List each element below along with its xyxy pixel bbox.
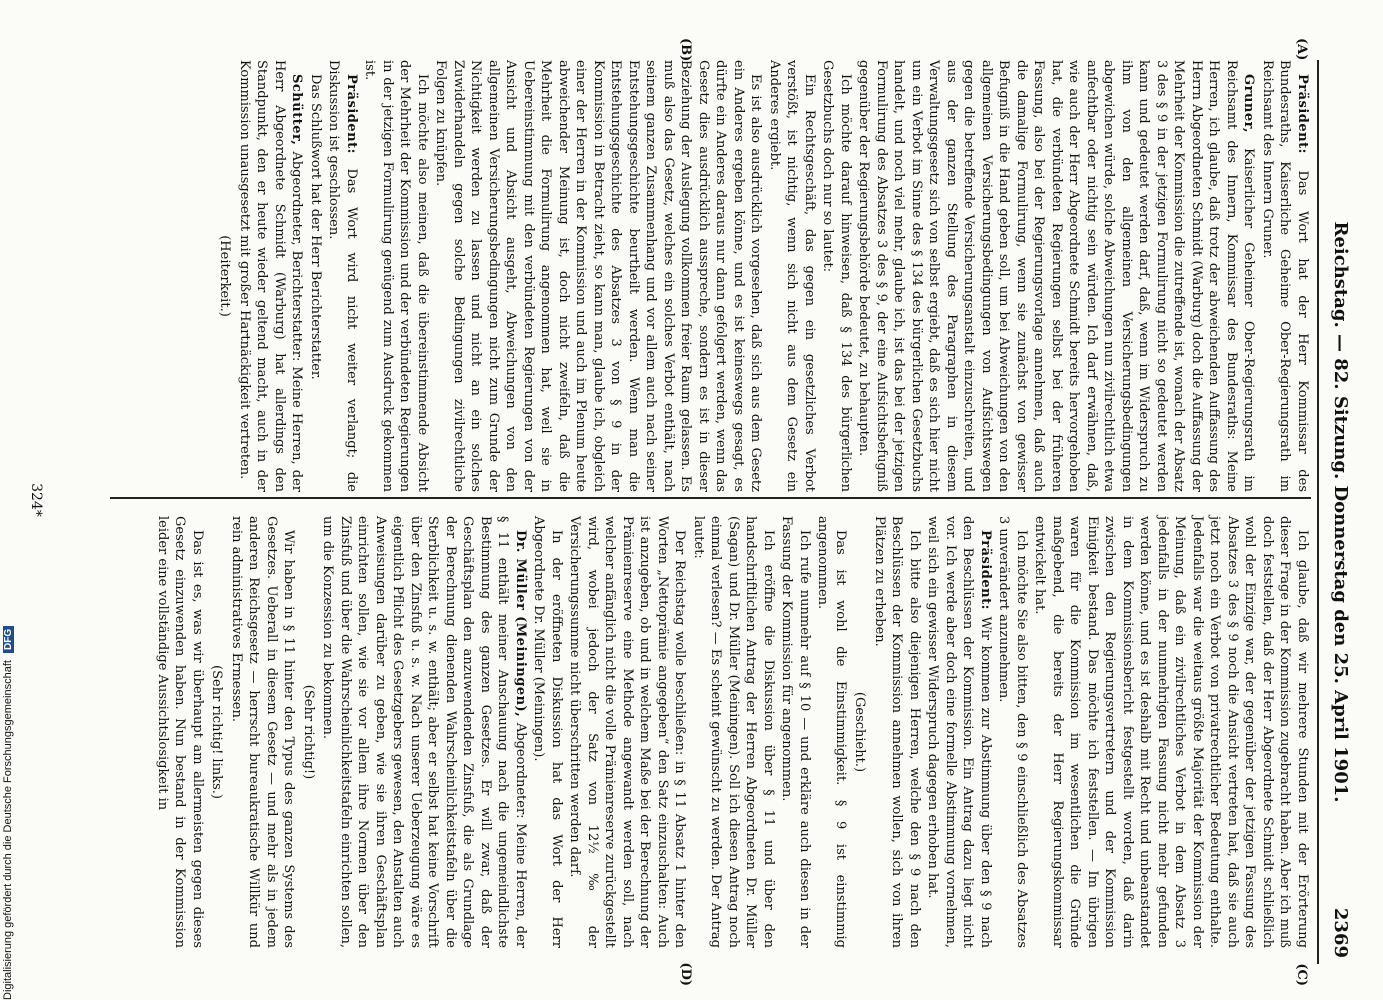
paragraph bbox=[566, 516, 689, 948]
paragraph bbox=[300, 516, 318, 948]
right-column bbox=[153, 516, 1312, 948]
paragraph bbox=[814, 516, 849, 948]
paragraph-text: Ich glaube, daß wir mehrere Stunden mit der Erörterung dieser Frage in der Kommission zugebracht haben. Aber ich muß doch feststellen, daß der Herr Abgeordnete Schmidt schließlich wohl der Einzige war, der gegenüber der jetzigen Fassung des Absatzes 3 des § 9 noch die Ansicht vertreten hat, daß sie auch jetzt noch ein Verbot von privatrechtlicher Bedeutung enthalte. Jedenfalls war die weitaus größte Majorität der Kommission der Meinung, daß ein zivilrechtliches Verbot in dem Absatz 3 jedenfalls in der nunmehrigen Fassung nicht mehr gefunden werden könne, und es ist deshalb mit Recht und unbeanstandet in dem Kommissionsbericht festgestellt worden, daß darin zwischen den Regierungsvertretern und der Kommission Einigkeit bestand. Das möchte ich feststellen. — Im übrigen waren für die Kommission im wesentlichen die Gründe maßgebend, die bereits der Herr Regierungskommissar entwickelt hat. bbox=[1032, 516, 1310, 948]
paragraph-text: (Geschieht.) bbox=[852, 691, 868, 773]
paragraph bbox=[307, 60, 325, 492]
column-divider bbox=[110, 497, 1311, 499]
paragraph-text: (Sehr richtig! links.) bbox=[209, 665, 225, 799]
paragraph bbox=[432, 60, 765, 492]
margin-marker-d: (D) bbox=[678, 962, 693, 986]
paragraph bbox=[216, 60, 234, 492]
paragraph bbox=[208, 516, 226, 948]
paragraph bbox=[361, 60, 431, 492]
paragraph-text: Ein Rechtsgeschäft, das gegen ein gesetzliches Verbot verstößt, ist nichtig, wenn sich nicht aus dem Gesetz ein Anderes ergiebt. bbox=[767, 60, 817, 492]
page-header bbox=[1323, 60, 1355, 964]
paragraph bbox=[228, 516, 298, 948]
paragraph bbox=[1259, 60, 1312, 492]
digitization-credit bbox=[2, 0, 16, 1000]
paragraph bbox=[855, 60, 1258, 492]
paragraph-text: Das ist wohl die Einstimmigkeit. § 9 ist einstimmig angenommen. bbox=[815, 516, 848, 948]
speaker-name: Präsident: bbox=[344, 74, 359, 169]
speaker-name: Präsident: bbox=[978, 530, 993, 617]
margin-marker-c: (C) bbox=[1294, 963, 1309, 986]
paragraph-text: Kaiserlicher Geheimer Ober-Regierungsrath im Reichsamt des Innern, Kommissar des Bundesraths: Meine Herren, ich glaube, daß trotz der abweichenden Auffassung des Herrn Abgeordneten Schmidt (Warburg) doch die Auffassung der Mehrheit der Kommission die zutreffende ist, wonach der Absatz 3 des § 9 in der jetzigen Formulirung nicht so gedeutet werden kann und gedeutet werden darf, daß, wenn im Widerspruch zu ihm von den allgemeinen Versicherungsbedingungen abgewichen würde, solche Abweichungen nun zivilrechtlich etwa anfechtbar oder nichtig sein würden. Ich darf erwähnen, daß, wie auch der Herr Abgeordnete Schmidt bereits hervorgehoben hat, die verbündeten Regierungen selbst bei der früheren Fassung, also bei der Regierungsvorlage annehmen, daß auch die damalige Formulirung, wenn sie zunächst von gewisser Befugniß in die Hand geben soll, um bei Abweichungen von den allgemeinen Versicherungsbedingungen von Aufsichtswegen gegen die betreffende Versicherungsanstalt einzuschreiten, und aus der ganzen Stellung des Paragraphen in diesem Verwaltungsgesetz sich von selbst ergiebt, daß es sich hier nicht um ein Verbot im Sinne des § 134 des bürgerlichen Gesetzbuchs handelt, und noch viel mehr, glaube ich, ist das bei der jetzigen Formulirung des Absatzes 3 des § 9, der eine Aufsichtsbefugniß gegenüber der Regierungsbehörde bedeutet, zu behaupten. bbox=[856, 60, 1257, 492]
paragraph-text: Abgeordneter: Meine Herren, der § 11 enthält meiner Anschauung nach die ungemeindlichste Bestimmung des ganzen Gesetzes. Er will zwar, daß der Geschäftsplan den anzuwendenden Zinsfuß, die als Grundlage der Berechnung dienenden Wahrscheinlichkeitstafeln über die Sterblichkeit u. s. w. enthält; aber er selbst hat keine Vorschrift über den Zinsfuß u. s. w. Nach unserer Ueberzeugung wäre es eigentlich Pflicht des Gesetzgebers gewesen, den Anstalten auch Anweisungen darüber zu geben, wie sie ihren Geschäftsplan einrichten sollen, wie sie vor allem ihre Normen über den Zinsfuß und über die Wahrscheinlichkeitstafeln einrichten sollen, um die Konzession zu bekommen. bbox=[320, 516, 528, 949]
paragraph-text: Wir haben in § 11 hinter den Typus des ganzen Systems des Gesetzes. Ueberall in diesem Gesetz — und mehr als in jedem anderen Reichsgesetz — herrscht bureaukratische Willkür und rein administratives Ermessen. bbox=[229, 516, 297, 948]
paragraph bbox=[325, 60, 360, 492]
paragraph bbox=[154, 516, 207, 948]
paragraph bbox=[995, 516, 1030, 948]
paragraph bbox=[778, 516, 813, 948]
paragraph-text: Das ist es, was wir überhaupt am allermeisten gegen dieses Gesetz einzuwenden haben. Nun bestand in der Kommission leider eine vollständige Aussichtslosigkeit in bbox=[155, 516, 205, 948]
margin-marker-b: (B) bbox=[678, 38, 693, 62]
paragraph-text: Wir kommen zur Abstimmung über den § 9 nach den Beschlüssen der Kommission. Ein Antrag dazu liegt nicht vor. Ich werde aber doch eine formelle Abstimmung vornehmen, weil sich ein gewisser Widerspruch dagegen erhoben hat. bbox=[925, 516, 993, 948]
margin-marker-a: (A) bbox=[1294, 38, 1309, 61]
paragraph bbox=[690, 516, 778, 948]
paragraph bbox=[924, 516, 994, 948]
paragraph-text: Ich eröffne die Diskussion über § 11 und über den handschriftlichen Antrag der Herren Abgeordneten Dr. Müller (Sagan) und Dr. Müller (Meiningen). Soll ich diesen Antrag noch einmal verlesen? — Es scheint gewünscht zu werden. Der Antrag lautet: bbox=[691, 516, 776, 948]
dfg-logo: DFG bbox=[3, 626, 14, 653]
paragraph bbox=[766, 60, 819, 492]
paragraph-text: Es ist also ausdrücklich vorgesehen, daß sich aus dem Gesetz ein Anderes ergeben könne, und es ist keineswegs gesagt, es dürfte ein Anderes daraus nur dann gefolgert werden, wenn das Gesetz dies ausdrücklich ausspreche, sondern es ist in dieser Beziehung der Auslegung vollkommen freier Raum gelassen. Es muß also das Gesetz, welches ein solches Verbot enthält, nach seinem ganzen Zusammenhang und vor allem auch nach seiner Entstehungsgeschichte beurtheilt werden. Wenn man die Entstehungsgeschichte des Absatzes 3 von § 9 in der Kommission in Betracht zieht, so kann man, glaube ich, obgleich einer der Herren in der Kommission und auch im Plenum heute abweichender Meinung ist, doch nicht zweifeln, daß die Mehrheit die Formulirung angenommen hat, weil sie in Uebereinstimmung mit den verbündeten Regierungen von der Ansicht und Absicht ausgeht, Abweichungen von den allgemeinen Versicherungsbedingungen nicht zum Grunde der Nichtigkeit werden zu lassen und nicht an ein solches Zuwiderhandeln gegen solche Bedingungen zivilrechtliche Folgen zu knüpfen. bbox=[433, 60, 764, 492]
paragraph bbox=[530, 516, 565, 948]
paragraph bbox=[236, 60, 306, 492]
paragraph bbox=[819, 60, 854, 492]
paragraph-text: Abgeordneter, Berichterstatter: Meine Herren, der Herr Abgeordnete Schmidt (Warburg) hat allerdings den Standpunkt, den er heute wieder geltend macht, auch in der Kommission unausgesetzt mit großer Hartnäckigkeit vertreten. bbox=[237, 60, 305, 492]
paragraph bbox=[871, 516, 924, 948]
page-number: 2369 bbox=[1330, 907, 1351, 958]
paragraph-text: Ich möchte also meinen, daß die übereinstimmende Absicht der Mehrheit der Kommission und der verbündeten Regierungen in der jetzigen Formulirung genügend zum Ausdruck gekommen ist. bbox=[362, 60, 430, 492]
header-rule bbox=[1317, 60, 1319, 964]
paragraph-text: (Sehr richtig!) bbox=[301, 684, 316, 780]
paragraph-text: Das Wort hat der Herr Kommissar des Bundesraths, Kaiserliche Geheime Ober-Regierungsrath im Reichsamt des Innern Gruner. bbox=[1260, 60, 1310, 492]
paragraph bbox=[319, 516, 529, 948]
paragraph-text: (Heiterkeit.) bbox=[217, 235, 233, 317]
paragraph-text: Ich möchte Sie also bitten, den § 9 einschließlich des Absatzes 3 unverändert anzunehmen. bbox=[996, 516, 1029, 948]
paragraph bbox=[851, 516, 869, 948]
paragraph-text: Das Schlußwort hat der Herr Berichterstatter. bbox=[308, 74, 323, 380]
paragraph-text: In der eröffneten Diskussion hat das Wort der Herr Abgeordnete Dr. Müller (Meiningen). bbox=[531, 516, 564, 948]
paragraph-text: Der Reichstag wolle beschließen: in § 11 Absatz 1 hinter den Worten „Nettoprämie angegeben“ den Satz einzuschalten: Auch ist anzugeben, ob und in welchem Maße bei der Berechnung der Prämienreserve eine Methode angewandt werden soll, nach welcher anfänglich nicht die volle Prämienreserve zurückgestellt wird, wobei jedoch der Satz von 12½ ‰ der Versicherungssumme nicht überschritten werden darf. bbox=[567, 516, 688, 948]
sheet-number: 324* bbox=[28, 483, 44, 517]
paragraph-text: Ich möchte darauf hinweisen, daß § 134 des bürgerlichen Gesetzbuchs doch nur so lautet: bbox=[820, 60, 853, 492]
speaker-name: Gruner, bbox=[1241, 74, 1257, 149]
speaker-name: Schütter, bbox=[289, 74, 305, 152]
speaker-name: Dr. Müller (Meiningen), bbox=[513, 530, 528, 723]
speaker-name: Präsident: bbox=[1295, 74, 1310, 171]
paragraph-text: Ich rufe nunmehr auf § 10 — und erkläre auch diesen in der Fassung der Kommission für angenommen. bbox=[779, 516, 812, 948]
credit-text: Digitalisierung gefördert durch die Deutsche Forschungsgemeinschaft bbox=[2, 660, 14, 1000]
paragraph-text: Das Wort wird nicht weiter verlangt; die Diskussion ist geschlossen. bbox=[326, 60, 359, 492]
page-title: Reichstag. — 82. Sitzung. Donnerstag den 25. April 1901. bbox=[1330, 221, 1351, 803]
paragraph bbox=[1031, 516, 1311, 948]
left-column bbox=[214, 60, 1311, 492]
paragraph-text: Ich bitte also diejenigen Herren, welche den § 9 nach den Beschlüssen der Kommission annehmen wollen, sich von ihren Plätzen zu erheben. bbox=[872, 516, 922, 948]
